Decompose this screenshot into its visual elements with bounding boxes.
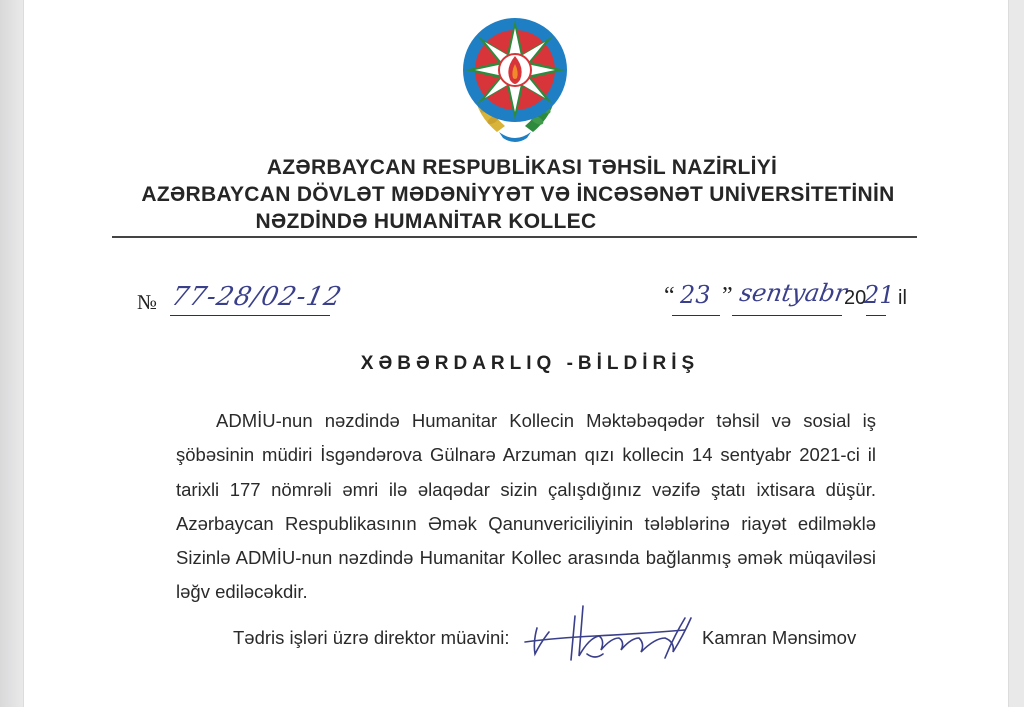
signatory-name: Kamran Mənsimov (702, 627, 857, 648)
date-close-quote: ” (722, 283, 733, 309)
handwritten-signature (515, 598, 715, 678)
date-month-underline (732, 315, 842, 316)
reference-number: 77-28/02-12 (168, 282, 345, 312)
university-title: AZƏRBAYCAN DÖVLƏT MƏDƏNİYYƏT VƏ İNCƏSƏNƏT UNİVERSİTETİNİN (141, 183, 895, 206)
reference-label: № (137, 290, 158, 314)
date-year-underline (866, 315, 886, 316)
reference-underline (170, 315, 330, 316)
date-open-quote: “ (664, 283, 675, 309)
college-title: NƏZDİNDƏ HUMANİTAR KOLLEC (255, 210, 597, 233)
signatory-role: Tədris işləri üzrə direktor müavini: (233, 627, 510, 648)
date-year-suffix: 21 (864, 281, 895, 309)
date-suffix: il (898, 287, 907, 309)
date-year-prefix: 20 (844, 287, 867, 309)
state-emblem-icon (455, 4, 575, 146)
header-divider (112, 236, 917, 238)
document-date (640, 279, 930, 317)
document-title: XƏBƏRDARLIQ -BİLDİRİŞ (360, 353, 700, 374)
date-month: sentyabr (737, 279, 849, 307)
date-day: 23 (680, 281, 711, 309)
document-body: ADMİU-nun nəzdində Humanitar Kollecin Məktəbəqədər təhsil və sosial iş şöbəsinin müdiri İsgəndərova Gülnarə Arzuman qızı kollecin 14 sentyabr 2021-ci il tarixli 177 nömrəli əmri ilə əlaqədar sizin çalışdığınız vəzifə ştatı ixtisara düşür. Azərbaycan Respublikasının Əmək Qanunvericiliyinin tələblərinə riayət edilməklə Sizinlə ADMİU-nun nəzdində Humanitar Kollec arasında bağlanmış əmək müqaviləsi ləğv ediləcəkdir. (176, 410, 876, 603)
date-day-underline (672, 315, 720, 316)
ministry-title: AZƏRBAYCAN RESPUBLİKASI TƏHSİL NAZİRLİYİ (266, 156, 778, 179)
